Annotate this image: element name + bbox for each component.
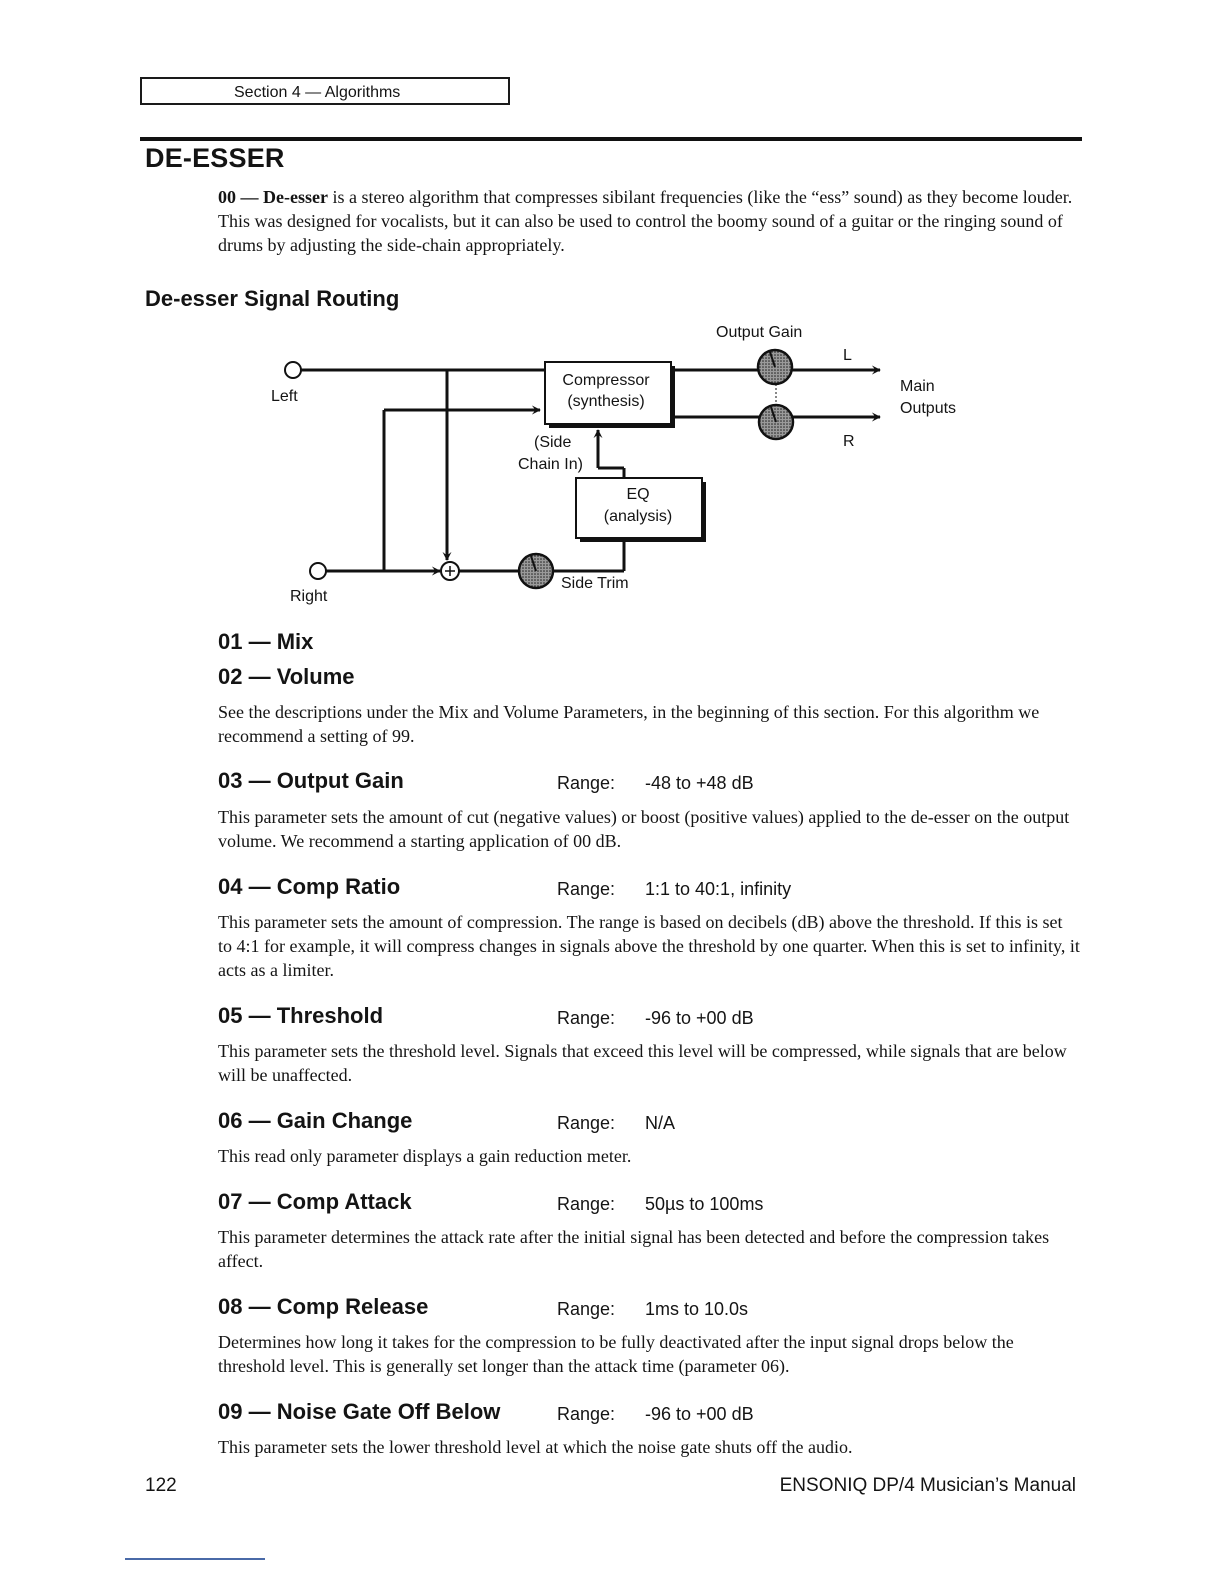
section-label: Section 4 — Algorithms: [234, 84, 401, 101]
param-05-range-label: Range:: [557, 1008, 616, 1028]
param-08-range-value: 1ms to 10.0s: [645, 1299, 749, 1319]
side-chain-label-line1: (Side: [534, 434, 572, 451]
param-03-range-label: Range:: [557, 773, 616, 793]
intro-lead: 00 — De-esser: [218, 187, 328, 207]
param-08-range-label: Range:: [557, 1299, 616, 1319]
param-05-heading: 05 — Threshold: [218, 1003, 384, 1028]
param-04-range-value: 1:1 to 40:1, infinity: [645, 879, 792, 899]
right-input-jack: [310, 563, 326, 579]
param-04-description: This parameter sets the amount of compression. The range is based on decibels (dB) above the threshold. If this is set to 4:1 for example, it will compress changes in signals above the threshold by one quarter. When this is set to infinity, it acts as a limiter.: [218, 912, 1080, 980]
right-input-label: Right: [290, 588, 328, 605]
channel-r-label: R: [843, 433, 855, 450]
param-08-heading: 08 — Comp Release: [218, 1294, 429, 1319]
param-03-description: This parameter sets the amount of cut (negative values) or boost (positive values) applied to the de-esser on the output volume. We recommend a starting application of 00 dB.: [218, 807, 1070, 851]
eq-label-line1: EQ: [626, 486, 650, 503]
param-02-heading: 02 — Volume: [218, 664, 355, 689]
param-02-description: See the descriptions under the Mix and Volume Parameters, in the beginning of this section. For this algorithm we recommend a setting of 99.: [218, 702, 1040, 746]
signal-routing-diagram: [260, 315, 980, 615]
left-input-jack: [285, 362, 301, 378]
param-06-range-value: N/A: [645, 1113, 676, 1133]
param-07-description: This parameter determines the attack rate after the initial signal has been detected and before the compression takes affect.: [218, 1227, 1050, 1271]
output-gain-knob-r: [759, 405, 793, 439]
output-gain-label: Output Gain: [716, 324, 803, 341]
param-09-description: This parameter sets the lower threshold level at which the noise gate shuts off the audio.: [218, 1437, 853, 1457]
manual-title: ENSONIQ DP/4 Musician’s Manual: [779, 1475, 1076, 1496]
top-rule: [140, 137, 1082, 141]
param-09-range-label: Range:: [557, 1404, 616, 1424]
param-07-range-value: 50µs to 100ms: [645, 1194, 764, 1214]
param-05-description: This parameter sets the threshold level. Signals that exceed this level will be compressed, while signals that are below will be unaffected.: [218, 1041, 1067, 1085]
compressor-label-line1: Compressor: [562, 372, 650, 389]
side-chain-label-line2: Chain In): [518, 456, 583, 473]
param-04-range-label: Range:: [557, 879, 616, 899]
page-title: DE-ESSER: [145, 143, 285, 173]
param-07-heading: 07 — Comp Attack: [218, 1189, 412, 1214]
param-03-range-value: -48 to +48 dB: [645, 773, 754, 793]
main-outputs-label-line1: Main: [900, 378, 935, 395]
side-trim-knob: [519, 554, 553, 588]
eq-label-line2: (analysis): [603, 508, 673, 525]
side-trim-label: Side Trim: [561, 575, 629, 592]
param-01-heading: 01 — Mix: [218, 629, 314, 654]
intro-paragraph: [218, 185, 1080, 257]
channel-l-label: L: [843, 347, 852, 364]
param-06-description: This read only parameter displays a gain reduction meter.: [218, 1146, 632, 1166]
param-04-heading: 04 — Comp Ratio: [218, 874, 401, 899]
left-input-label: Left: [271, 388, 298, 405]
output-gain-knob-l: [758, 350, 792, 384]
param-03-heading: 03 — Output Gain: [218, 768, 404, 793]
section-header-box: [140, 77, 510, 105]
compressor-label-line2: (synthesis): [567, 393, 645, 410]
param-08-description: Determines how long it takes for the compression to be fully deactivated after the input signal drops below the threshold level. This is generally set longer than the attack time (parameter 06).: [218, 1332, 1014, 1376]
routing-heading: De-esser Signal Routing: [145, 286, 400, 311]
param-09-range-value: -96 to +00 dB: [645, 1404, 754, 1424]
page-number: 122: [145, 1475, 177, 1496]
param-06-heading: 06 — Gain Change: [218, 1108, 413, 1133]
main-outputs-label-line2: Outputs: [900, 400, 957, 417]
param-05-range-value: -96 to +00 dB: [645, 1008, 754, 1028]
param-09-heading: 09 — Noise Gate Off Below: [218, 1399, 501, 1424]
param-06-range-label: Range:: [557, 1113, 616, 1133]
intro-text: is a stereo algorithm that compresses sibilant frequencies (like the “ess” sound) as they become louder. This was designed for vocalists, but it can also be used to control the boomy sound of a guitar or the ringing sound of drums by adjusting the side-chain appropriately.: [218, 187, 1073, 255]
param-07-range-label: Range:: [557, 1194, 616, 1214]
bottom-scan-rule: [125, 1558, 265, 1560]
